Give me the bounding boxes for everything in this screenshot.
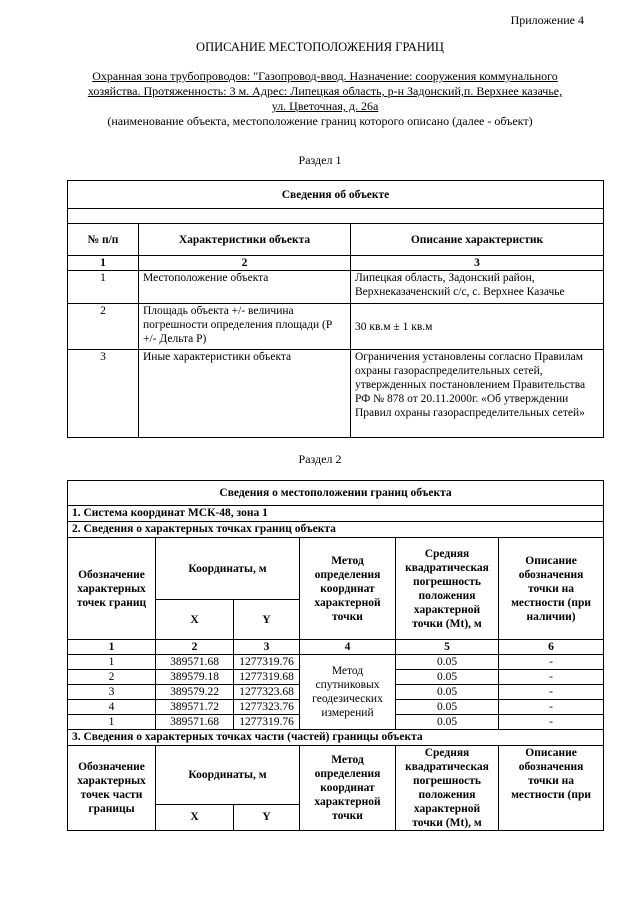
point-y: 1277323.76 — [234, 700, 300, 715]
col-number: 4 — [300, 640, 396, 655]
table-row — [68, 655, 604, 670]
point-x: 389579.18 — [156, 670, 234, 685]
col-number: 2 — [139, 256, 351, 271]
row-name: Иные характеристики объекта — [139, 350, 351, 438]
object-name: Охранная зона трубопроводов: "Газопровод-ввод. Назначение: сооружения коммунального хозяйства. Протяженность: 3 м. Адрес: Липецкая область, р-н Задонский,п. Верхнее казачье, ул. Цветочная, д. 26а — [87, 69, 563, 113]
row-desc: Липецкая область, Задонский район, Верхнеказаченский с/с, с. Верхнее Казачье — [351, 271, 604, 304]
header-method: Метод определения координат характерной точки — [300, 538, 396, 640]
point-id: 2 — [68, 670, 156, 685]
boundary-table — [67, 480, 604, 831]
row-desc: Ограничения установлены согласно Правилам охраны газораспределительных сетей, утвержденных постановлением Правительства РФ № 878 от 20.11.2000г. «Об утверждении Правил охраны газораспределительных сетей» — [351, 350, 604, 438]
row-num: 1 — [68, 271, 139, 304]
point-y: 1277319.68 — [234, 670, 300, 685]
row-name: Площадь объекта +/- величина погрешности определения площади (Р +/- Дельта Р) — [139, 304, 351, 350]
col-number: 1 — [68, 256, 139, 271]
point-mt: 0.05 — [396, 700, 499, 715]
point-mt: 0.05 — [396, 685, 499, 700]
row-desc: 30 кв.м ± 1 кв.м — [351, 304, 604, 350]
row-num: 3 — [68, 350, 139, 438]
part-header-method: Метод определения координат характерной точки — [300, 746, 396, 831]
section2-title: Раздел 2 — [298, 452, 342, 466]
point-id: 4 — [68, 700, 156, 715]
header-coords: Координаты, м — [156, 538, 300, 600]
table-row — [68, 350, 604, 438]
table-row — [68, 304, 604, 350]
point-id: 1 — [68, 655, 156, 670]
point-mt: 0.05 — [396, 670, 499, 685]
point-mt: 0.05 — [396, 655, 499, 670]
col-number: 3 — [351, 256, 604, 271]
point-y: 1277319.76 — [234, 655, 300, 670]
empty-row — [68, 209, 604, 224]
row-name: Местоположение объекта — [139, 271, 351, 304]
part-title: 3. Сведения о характерных точках части (частей) границы объекта — [68, 730, 604, 746]
part-header-point-description: Описание обозначения точки на местности (при — [499, 746, 604, 831]
col-number: 3 — [234, 640, 300, 655]
point-desc: - — [499, 655, 604, 670]
coord-system: 1. Система координат МСК-48, зона 1 — [68, 506, 604, 522]
part-header-error: Средняя квадратическая погрешность положения характерной точки (Mt), м — [396, 746, 499, 831]
point-y: 1277323.68 — [234, 685, 300, 700]
header-error: Средняя квадратическая погрешность положения характерной точки (Mt), м — [396, 538, 499, 640]
part-header-x: X — [156, 804, 234, 830]
part-header-designation: Обозначение характерных точек части границы — [68, 746, 156, 831]
header-y: Y — [234, 600, 300, 640]
point-desc: - — [499, 670, 604, 685]
point-desc: - — [499, 700, 604, 715]
point-id: 3 — [68, 685, 156, 700]
points-title: 2. Сведения о характерных точках границ объекта — [68, 522, 604, 538]
point-id: 1 — [68, 715, 156, 730]
point-mt: 0.05 — [396, 715, 499, 730]
point-x: 389571.72 — [156, 700, 234, 715]
row-num: 2 — [68, 304, 139, 350]
object-note: (наименование объекта, местоположение границ которого описано (далее - объект) — [107, 114, 533, 128]
object-info-table — [67, 180, 604, 438]
col-number: 6 — [499, 640, 604, 655]
col-number: 5 — [396, 640, 499, 655]
point-x: 389571.68 — [156, 715, 234, 730]
object-info-title: Сведения об объекте — [68, 181, 604, 209]
point-x: 389571.68 — [156, 655, 234, 670]
document-title: ОПИСАНИЕ МЕСТОПОЛОЖЕНИЯ ГРАНИЦ — [196, 40, 444, 54]
boundary-title: Сведения о местоположении границ объекта — [68, 481, 604, 506]
section1-title: Раздел 1 — [298, 153, 342, 167]
point-y: 1277319.76 — [234, 715, 300, 730]
header-description: Описание характеристик — [351, 224, 604, 256]
header-x: X — [156, 600, 234, 640]
header-point-description: Описание обозначения точки на местности (при наличии) — [499, 538, 604, 640]
header-num: № п/п — [68, 224, 139, 256]
part-header-coords: Координаты, м — [156, 746, 300, 805]
col-number: 1 — [68, 640, 156, 655]
header-designation: Обозначение характерных точек границ — [68, 538, 156, 640]
method-cell: Метод спутниковых геодезических измерений — [300, 655, 396, 730]
part-header-y: Y — [234, 804, 300, 830]
appendix-label: Приложение 4 — [510, 13, 584, 27]
col-number: 2 — [156, 640, 234, 655]
point-x: 389579.22 — [156, 685, 234, 700]
point-desc: - — [499, 715, 604, 730]
point-desc: - — [499, 685, 604, 700]
table-row — [68, 271, 604, 304]
header-characteristic: Характеристики объекта — [139, 224, 351, 256]
